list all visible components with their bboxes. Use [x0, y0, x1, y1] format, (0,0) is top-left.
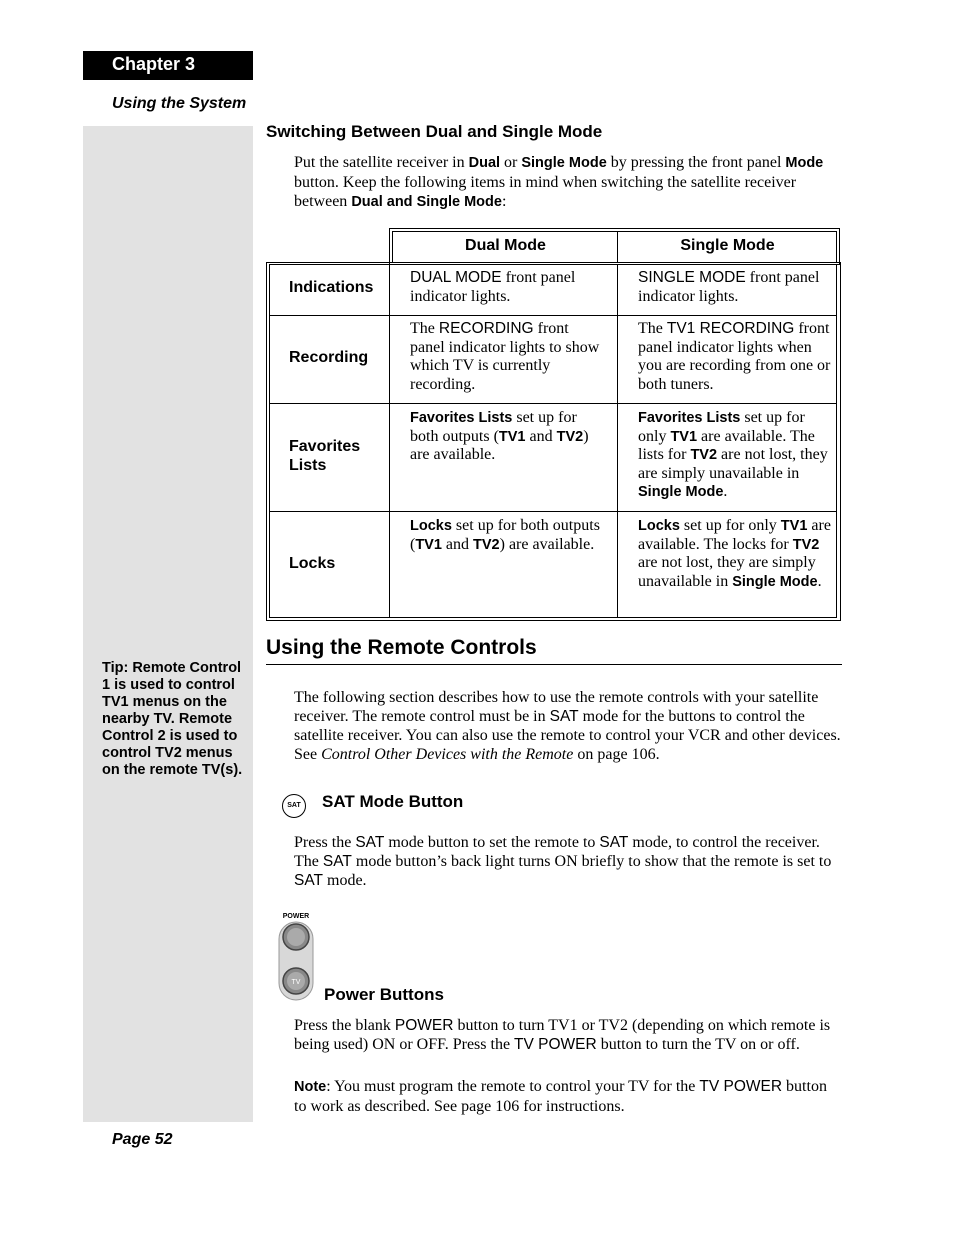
row-label-recording: Recording [289, 349, 369, 366]
switching-intro: Put the satellite receiver in Dual or Single Mode by pressing the front panel Mode button. Keep the following items in mind when switching the satellite receiver between Dual and Single Mode: [294, 154, 824, 210]
row-label-indications: Indications [289, 279, 374, 296]
row-label-locks: Locks [289, 555, 336, 572]
power-icon-label: POWER [282, 913, 310, 920]
cell-locks-single: Locks set up for only TV1 are available. The locks for TV2 are not lost, they are simply unavailable in Single Mode. [638, 517, 831, 590]
power-note: Note: You must program the remote to control your TV for the TV POWER button to work as described. See page 106 for instructions. [294, 1078, 827, 1115]
cell-locks-dual: Locks set up for both outputs (TV1 and TV2) are available. [410, 517, 600, 553]
remote-heading: Using the Remote Controls [266, 636, 537, 659]
power-buttons-icon [276, 910, 321, 1002]
row-label-favorites: Favorites Lists [289, 438, 361, 474]
sidebar [83, 126, 253, 1122]
table-header-single: Single Mode [680, 237, 775, 254]
heading-rule [266, 664, 842, 665]
sidebar-tip: Tip: Remote Control 1 is used to control TV1 menus on the nearby TV. Remote Control 2 is used to control TV2 menus on the remote TV(s). [102, 660, 243, 778]
sat-mode-para: Press the SAT mode button to set the remote to SAT mode, to control the receiver. The SAT mode button’s back light turns ON briefly to show that the remote is set to SAT mode. [294, 834, 832, 889]
cell-indications-single: SINGLE MODE front panel indicator lights. [638, 269, 820, 305]
table-header-dual: Dual Mode [465, 237, 546, 254]
table-header-row [392, 231, 837, 263]
remote-intro: The following section describes how to use the remote controls with your satellite receiver. The remote control must be in SAT mode for the buttons to control the satellite receiver. You can also use the remote to control your VCR and other devices. See Control Other Devices with the Remote on page 106. [294, 689, 841, 763]
cell-indications-dual: DUAL MODE front panel indicator lights. [410, 269, 576, 305]
chapter-tab: Chapter 3 [83, 51, 253, 80]
page-number: Page 52 [112, 1131, 173, 1148]
tv-icon-label: TV [291, 979, 301, 986]
power-heading: Power Buttons [324, 985, 444, 1004]
cell-favorites-single: Favorites Lists set up for only TV1 are available. The lists for TV2 are not lost, they are simply unavailable in Single Mode. [638, 409, 828, 500]
power-para: Press the blank POWER button to turn TV1 or TV2 (depending on which remote is being used) ON or OFF. Press the TV POWER button to turn the TV on or off. [294, 1017, 831, 1053]
section-label: Using the System [112, 95, 247, 112]
sat-button-icon: SAT [282, 794, 306, 818]
cell-recording-single: The TV1 RECORDING front panel indicator lights when you are recording from one or both tuners. [638, 320, 831, 393]
sat-mode-heading: SAT Mode Button [322, 792, 464, 811]
switching-heading: Switching Between Dual and Single Mode [266, 122, 603, 141]
cell-recording-dual: The RECORDING front panel indicator lights to show which TV is currently recording. [410, 320, 600, 393]
cell-favorites-dual: Favorites Lists set up for both outputs (TV1 and TV2) are available. [410, 409, 589, 463]
